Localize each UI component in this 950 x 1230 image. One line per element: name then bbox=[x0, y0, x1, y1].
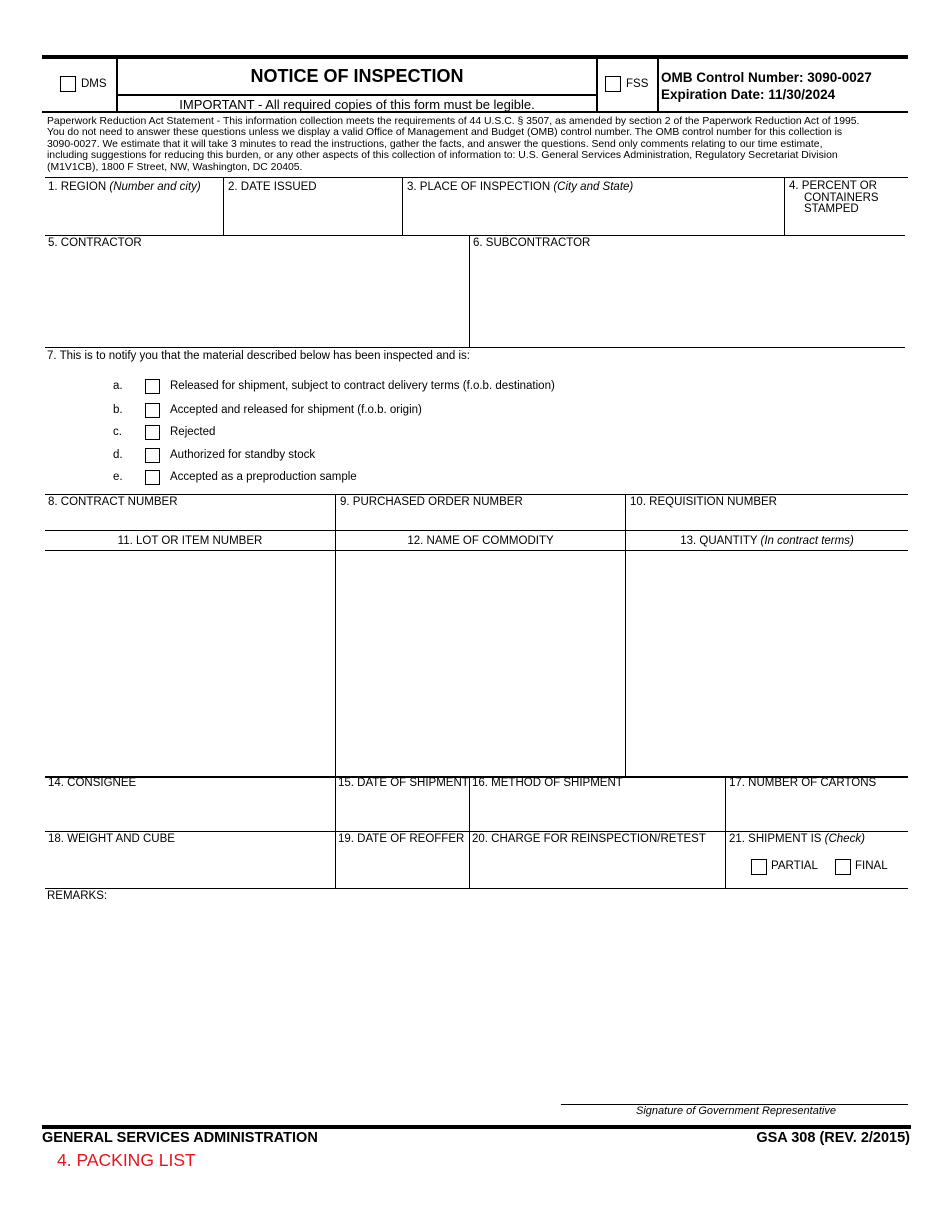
option-text: Accepted and released for shipment (f.o.b. origin) bbox=[170, 404, 422, 416]
form-number: GSA 308 (REV. 2/2015) bbox=[756, 1130, 910, 1146]
remarks-label: REMARKS: bbox=[47, 890, 108, 902]
date-issued-field[interactable] bbox=[228, 196, 398, 232]
row-rule bbox=[45, 177, 908, 178]
weight-cube-field[interactable] bbox=[48, 848, 332, 885]
pra-line: including suggestions for reducing this burden, or any other aspects of this collection of information to: U.S. General Services Administration, Regulatory Secretariat Division bbox=[47, 150, 838, 162]
header-divider bbox=[657, 58, 659, 112]
top-rule bbox=[42, 55, 908, 59]
field-date-issued-label: 2. DATE ISSUED bbox=[228, 181, 317, 193]
field-contract-number-label: 8. CONTRACT NUMBER bbox=[48, 496, 178, 508]
final-checkbox[interactable] bbox=[835, 859, 851, 875]
title-underline bbox=[117, 94, 597, 96]
omb-control-number: OMB Control Number: 3090-0027 bbox=[661, 70, 872, 85]
region-field[interactable] bbox=[48, 196, 220, 232]
row-rule bbox=[45, 888, 908, 889]
column-header-lot: 11. LOT OR ITEM NUMBER bbox=[117, 535, 263, 547]
option-checkbox-released[interactable] bbox=[145, 379, 160, 394]
field-subcontractor-label: 6. SUBCONTRACTOR bbox=[473, 237, 591, 249]
partial-label: PARTIAL bbox=[771, 860, 818, 872]
signature-caption: Signature of Government Representative bbox=[636, 1105, 836, 1117]
option-text: Rejected bbox=[170, 426, 216, 438]
cell-divider bbox=[335, 777, 336, 888]
expiration-date: Expiration Date: 11/30/2024 bbox=[661, 87, 836, 102]
field-shipment-is-label: 21. SHIPMENT IS (Check) bbox=[729, 833, 865, 845]
cell-divider bbox=[469, 777, 470, 888]
option-letter: b. bbox=[113, 404, 123, 416]
option-letter: c. bbox=[113, 426, 122, 438]
dms-label: DMS bbox=[81, 78, 107, 90]
field-method-of-shipment-label: 16. METHOD OF SHIPMENT bbox=[472, 777, 623, 789]
contractor-field[interactable] bbox=[48, 252, 466, 344]
row-rule bbox=[45, 235, 905, 236]
column-header-quantity: 13. QUANTITY (In contract terms) bbox=[680, 535, 854, 547]
field-percent-containers-label: 4. PERCENT OR CONTAINERS STAMPED bbox=[789, 180, 879, 215]
field-region-label: 1. REGION (Number and city) bbox=[48, 181, 201, 193]
pra-line: 3090-0027. We estimate that it will take 3 minutes to read the instructions, gather the facts, and answer the questions. Send only comments relating to our time estimate, bbox=[47, 138, 823, 150]
option-checkbox-rejected[interactable] bbox=[145, 425, 160, 440]
row-rule bbox=[45, 530, 908, 531]
final-label: FINAL bbox=[855, 860, 888, 872]
cell-divider bbox=[784, 178, 785, 235]
cell-divider bbox=[725, 777, 726, 888]
option-text: Authorized for standby stock bbox=[170, 449, 316, 461]
field-reinspection-charge-label: 20. CHARGE FOR REINSPECTION/RETEST bbox=[472, 833, 706, 845]
option-checkbox-preproduction[interactable] bbox=[145, 470, 160, 485]
agency-name: GENERAL SERVICES ADMINISTRATION bbox=[42, 1130, 318, 1146]
option-letter: a. bbox=[113, 380, 123, 392]
copy-designation: 4. PACKING LIST bbox=[57, 1150, 196, 1170]
option-letter: d. bbox=[113, 449, 123, 461]
pra-line: Paperwork Reduction Act Statement - This information collection meets the requirements of 44 U.S.C. § 3507, as amended by section 2 of the Paperwork Reduction Act of 1995. bbox=[47, 116, 860, 127]
option-text: Released for shipment, subject to contract delivery terms (f.o.b. destination) bbox=[170, 380, 555, 392]
cell-divider bbox=[469, 236, 470, 347]
field-requisition-number-label: 10. REQUISITION NUMBER bbox=[630, 496, 777, 508]
field-date-of-reoffer-label: 19. DATE OF REOFFER bbox=[338, 833, 465, 845]
cell-divider bbox=[402, 178, 403, 235]
pra-line: You do not need to answer these questions unless we display a valid Office of Management and Budget (OMB) control number. The OMB control number for this collection is bbox=[47, 127, 843, 139]
option-checkbox-accepted-released[interactable] bbox=[145, 403, 160, 418]
option-text: Accepted as a preproduction sample bbox=[170, 471, 357, 483]
purchase-order-field[interactable] bbox=[340, 511, 622, 528]
form-title: NOTICE OF INSPECTION bbox=[250, 66, 464, 86]
dms-checkbox[interactable] bbox=[60, 76, 76, 92]
column-header-commodity: 12. NAME OF COMMODITY bbox=[407, 535, 554, 547]
field-purchase-order-label: 9. PURCHASED ORDER NUMBER bbox=[340, 496, 523, 508]
form-subtitle: IMPORTANT - All required copies of this form must be legible. bbox=[179, 97, 535, 112]
remarks-field[interactable] bbox=[47, 906, 907, 1096]
row-rule bbox=[45, 550, 908, 551]
partial-checkbox[interactable] bbox=[751, 859, 767, 875]
subcontractor-field[interactable] bbox=[473, 252, 903, 344]
quantity-field[interactable] bbox=[629, 553, 905, 773]
field-number-of-cartons-label: 17. NUMBER OF CARTONS bbox=[729, 777, 877, 789]
consignee-field[interactable] bbox=[48, 792, 332, 828]
place-of-inspection-field[interactable] bbox=[407, 196, 781, 232]
date-of-reoffer-field[interactable] bbox=[338, 848, 466, 885]
lot-item-field[interactable] bbox=[48, 553, 332, 773]
row-rule bbox=[45, 494, 908, 495]
reinspection-charge-field[interactable] bbox=[472, 848, 722, 885]
commodity-field[interactable] bbox=[339, 553, 622, 773]
number-of-cartons-field[interactable] bbox=[729, 792, 906, 828]
option-letter: e. bbox=[113, 471, 123, 483]
field-contractor-label: 5. CONTRACTOR bbox=[48, 237, 142, 249]
row-rule bbox=[45, 831, 908, 832]
contract-number-field[interactable] bbox=[48, 511, 332, 528]
fss-checkbox[interactable] bbox=[605, 76, 621, 92]
cell-divider bbox=[223, 178, 224, 235]
date-of-shipment-field[interactable] bbox=[338, 792, 466, 828]
field-weight-cube-label: 18. WEIGHT AND CUBE bbox=[48, 833, 175, 845]
footer-rule bbox=[42, 1125, 911, 1129]
fss-label: FSS bbox=[626, 78, 649, 90]
pra-line: (M1V1CB), 1800 F Street, NW, Washington, DC 20405. bbox=[47, 161, 303, 173]
field-place-of-inspection-label: 3. PLACE OF INSPECTION (City and State) bbox=[407, 181, 634, 193]
method-of-shipment-field[interactable] bbox=[472, 792, 722, 828]
paperwork-reduction-statement bbox=[47, 116, 909, 173]
row-rule bbox=[45, 347, 905, 348]
inspection-status-prompt: 7. This is to notify you that the material described below has been inspected and is: bbox=[47, 350, 470, 362]
option-checkbox-standby[interactable] bbox=[145, 448, 160, 463]
field-date-of-shipment-label: 15. DATE OF SHIPMENT bbox=[338, 777, 469, 789]
field-consignee-label: 14. CONSIGNEE bbox=[48, 777, 137, 789]
requisition-number-field[interactable] bbox=[630, 511, 906, 528]
